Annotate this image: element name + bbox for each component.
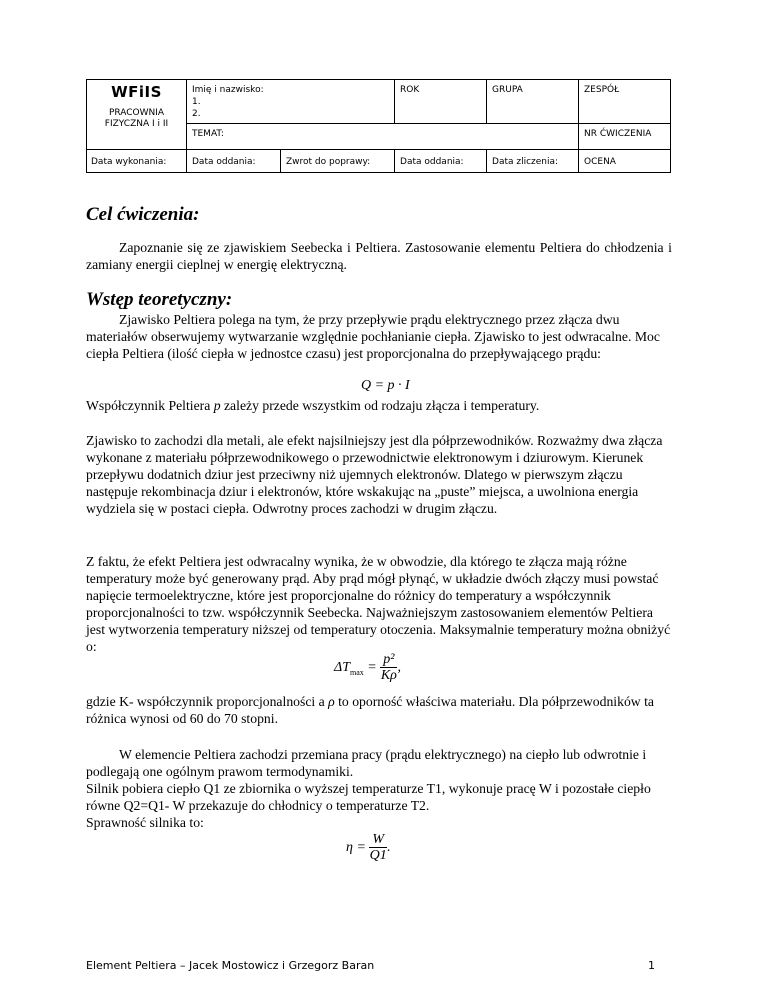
- header-table: [86, 79, 671, 173]
- topic-cell: TEMAT:: [187, 124, 579, 150]
- theory-paragraph-4: Z faktu, że efekt Peltiera jest odwracalny wynika, że w obwodzie, dla którego te złącza mają różne temperatury może być generowany prąd. Aby prąd mógł płynąć, w układzie dwóch złączy musi powstać napięcie termoelektryczne, które jest proporcjonalne do różnicy do temperatury a współczynnik proporcjonalności to tzw. współczynnik Seebecka. Najważniejszym zastosowaniem elementów Peltiera jest wytworzenia temperatury niższej od temperatury otoczenia. Maksymalnie temperatury można obniżyć o:: [86, 554, 671, 654]
- peltier-heat-formula: Q = p · I: [361, 378, 410, 393]
- name-field-1: 1.: [192, 97, 201, 107]
- goal-text: Zapoznanie się ze zjawiskiem Seebecka i Peltiera. Zastosowanie elementu Peltiera do chłodzenia i zamiany energii cieplnej w energię elektryczną.: [86, 240, 672, 272]
- theory-paragraph-3: Zjawisko to zachodzi dla metali, ale efekt najsilniejszy jest dla półprzewodników. Rozważmy dwa złącza wykonane z materiału półprzewodnikowego o przewodnictwie elektronowym i dziurowym. Kierunek przepływu dodatnich dziur jest przeciwny niż ujemnych elektronów. Dlatego w pierwszym złączu następuje rekombinacja dziur i elektronów, które wskakując na „puste” miejsca, a uwolniona energia wydziela się w postaci ciepła. Odwrotny proces zachodzi w drugim złączu.: [86, 433, 663, 516]
- exercise-number-cell: NR ĆWICZENIA: [579, 124, 671, 150]
- theory-paragraph-6: W elemencie Peltiera zachodzi przemiana pracy (prądu elektrycznego) na ciepło lub odwrotnie i podlegają one ogólnym prawom termodynamiki.: [86, 747, 647, 779]
- page-number: 1: [648, 959, 655, 972]
- theory-paragraph-5: gdzie K- współczynnik proporcjonalności a ρ to oporność właściwa materiału. Dla półprzewodników ta różnica wynosi od 60 do 70 stopni.: [86, 694, 654, 726]
- date-submitted-cell: Data oddania:: [187, 150, 281, 173]
- name-label: Imię i nazwisko:: [192, 85, 264, 95]
- team-cell: ZESPÓŁ: [579, 80, 671, 124]
- peltier-coefficient-symbol: p: [213, 398, 221, 413]
- theory-paragraph-1: Zjawisko Peltiera polega na tym, że przy przepływie prądu elektrycznego przez złącza dwu materiałów obserwujemy wytwarzanie względnie pochłanianie ciepła. Zjawisko to jest odwracalne. Moc ciepła Peltiera (ilość ciepła w jednostce czasu) jest proporcjonalna do przepływającego prądu:: [86, 312, 660, 361]
- theory-paragraph-8: Sprawność silnika to:: [86, 815, 204, 830]
- faculty-logo: WFiIS: [111, 83, 162, 101]
- resistivity-symbol: ρ: [328, 694, 335, 709]
- max-temperature-formula: $\Delta T_{max}$ = $\frac{\text{p²}}{K\rho}$ ,: [334, 652, 401, 683]
- name-field-2: 2.: [192, 109, 201, 119]
- year-cell: ROK: [395, 80, 487, 124]
- goal-heading: Cel ćwiczenia:: [86, 204, 200, 225]
- group-cell: GRUPA: [487, 80, 579, 124]
- date-performed-cell: Data wykonania:: [87, 150, 187, 173]
- return-for-correction-cell: Zwrot do poprawy:: [281, 150, 395, 173]
- date-accepted-cell: Data zliczenia:: [487, 150, 579, 173]
- grade-cell: OCENA: [579, 150, 671, 173]
- theory-paragraph-2: Współczynnik Peltiera p zależy przede wszystkim od rodzaju złącza i temperatury.: [86, 398, 540, 413]
- footer-title: Element Peltiera – Jacek Mostowicz i Grzegorz Baran: [86, 959, 375, 972]
- efficiency-formula: η = $\frac{W}{Q1}$ .: [346, 832, 391, 863]
- theory-paragraph-7: Silnik pobiera ciepło Q1 ze zbiornika o wyższej temperaturze T1, wykonuje pracę W i pozostałe ciepło równe Q2=Q1- W przekazuje do chłodnicy o temperaturze T2.: [86, 781, 651, 813]
- date-resubmitted-cell: Data oddania:: [395, 150, 487, 173]
- name-cell: [187, 80, 395, 124]
- theory-heading: Wstęp teoretyczny:: [86, 289, 233, 310]
- lab-name-line1: PRACOWNIA: [108, 108, 165, 118]
- lab-name-line2: FIZYCZNA I i II: [104, 119, 169, 129]
- logo-cell: [87, 80, 187, 150]
